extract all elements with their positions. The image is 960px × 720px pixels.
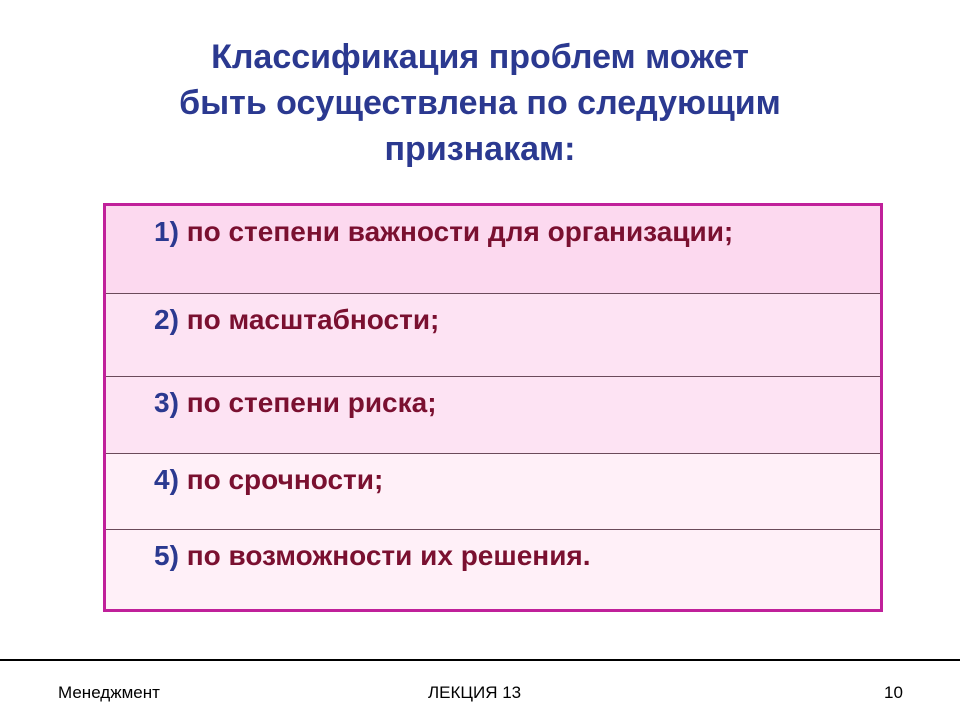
criteria-item — [154, 216, 733, 248]
criteria-label: по степени риска; — [186, 387, 437, 418]
criteria-item — [154, 387, 437, 419]
criteria-label: по масштабности; — [186, 304, 440, 335]
criteria-number: 2) — [154, 304, 179, 335]
criteria-number: 5) — [154, 540, 179, 571]
criteria-row — [106, 206, 880, 294]
criteria-label: по срочности; — [186, 464, 384, 495]
criteria-number: 1) — [154, 216, 179, 247]
criteria-label: по степени важности для организации; — [186, 216, 734, 247]
slide-title — [80, 34, 880, 172]
criteria-row — [106, 530, 880, 609]
criteria-table — [103, 203, 883, 612]
criteria-item — [154, 464, 383, 496]
footer-divider — [0, 659, 960, 661]
criteria-row — [106, 454, 880, 530]
criteria-item — [154, 304, 439, 336]
title-line-2: быть осуществлена по следующим — [179, 84, 781, 122]
footer-page-number: 10 — [884, 683, 903, 702]
criteria-number: 4) — [154, 464, 179, 495]
title-line-3: признакам: — [384, 130, 576, 168]
criteria-row — [106, 294, 880, 377]
title-line-1: Классификация проблем может — [211, 38, 749, 76]
footer-lecture: ЛЕКЦИЯ 13 — [428, 683, 522, 702]
criteria-row — [106, 377, 880, 454]
criteria-number: 3) — [154, 387, 179, 418]
criteria-label: по возможности их решения. — [186, 540, 591, 571]
criteria-item — [154, 540, 591, 572]
footer-course: Менеджмент — [58, 683, 160, 702]
